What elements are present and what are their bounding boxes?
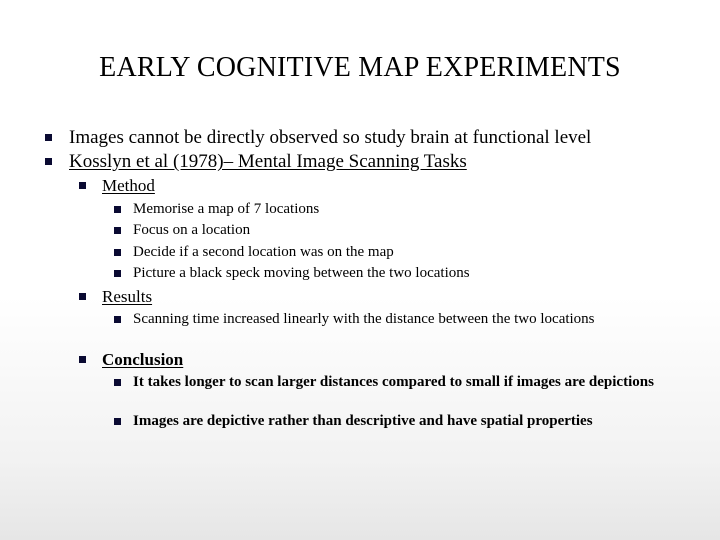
bullet-square-icon bbox=[79, 293, 86, 300]
bullet-square-icon bbox=[79, 356, 86, 363]
bullet-square-icon bbox=[45, 134, 52, 141]
bullet-square-icon bbox=[114, 249, 121, 256]
results-item: Scanning time increased linearly with the distance between the two locations bbox=[133, 311, 595, 327]
bullet-square-icon bbox=[114, 418, 121, 425]
bullet-square-icon bbox=[45, 158, 52, 165]
conclusion-item: It takes longer to scan larger distances compared to small if images are depictions bbox=[133, 374, 654, 390]
bullet-square-icon bbox=[114, 379, 121, 386]
method-item: Memorise a map of 7 locations bbox=[133, 201, 320, 217]
section-heading-results[interactable]: Results bbox=[102, 287, 153, 306]
section-heading-method[interactable]: Method bbox=[102, 176, 155, 195]
method-item: Picture a black speck moving between the two locations bbox=[133, 265, 470, 281]
bullet-square-icon bbox=[114, 316, 121, 323]
bullet-square-icon bbox=[79, 182, 86, 189]
method-item: Focus on a location bbox=[133, 222, 251, 238]
bullet-square-icon bbox=[114, 270, 121, 277]
method-item: Decide if a second location was on the map bbox=[133, 244, 394, 260]
bullet-text-link[interactable]: Kosslyn et al (1978)– Mental Image Scanning Tasks bbox=[69, 151, 467, 172]
section-heading-conclusion[interactable]: Conclusion bbox=[102, 350, 184, 369]
bullet-square-icon bbox=[114, 206, 121, 213]
bullet-square-icon bbox=[114, 227, 121, 234]
bullet-text: Images cannot be directly observed so study brain at functional level bbox=[69, 127, 592, 148]
slide-title: EARLY COGNITIVE MAP EXPERIMENTS bbox=[99, 52, 621, 83]
conclusion-item: Images are depictive rather than descriptive and have spatial properties bbox=[133, 413, 593, 429]
